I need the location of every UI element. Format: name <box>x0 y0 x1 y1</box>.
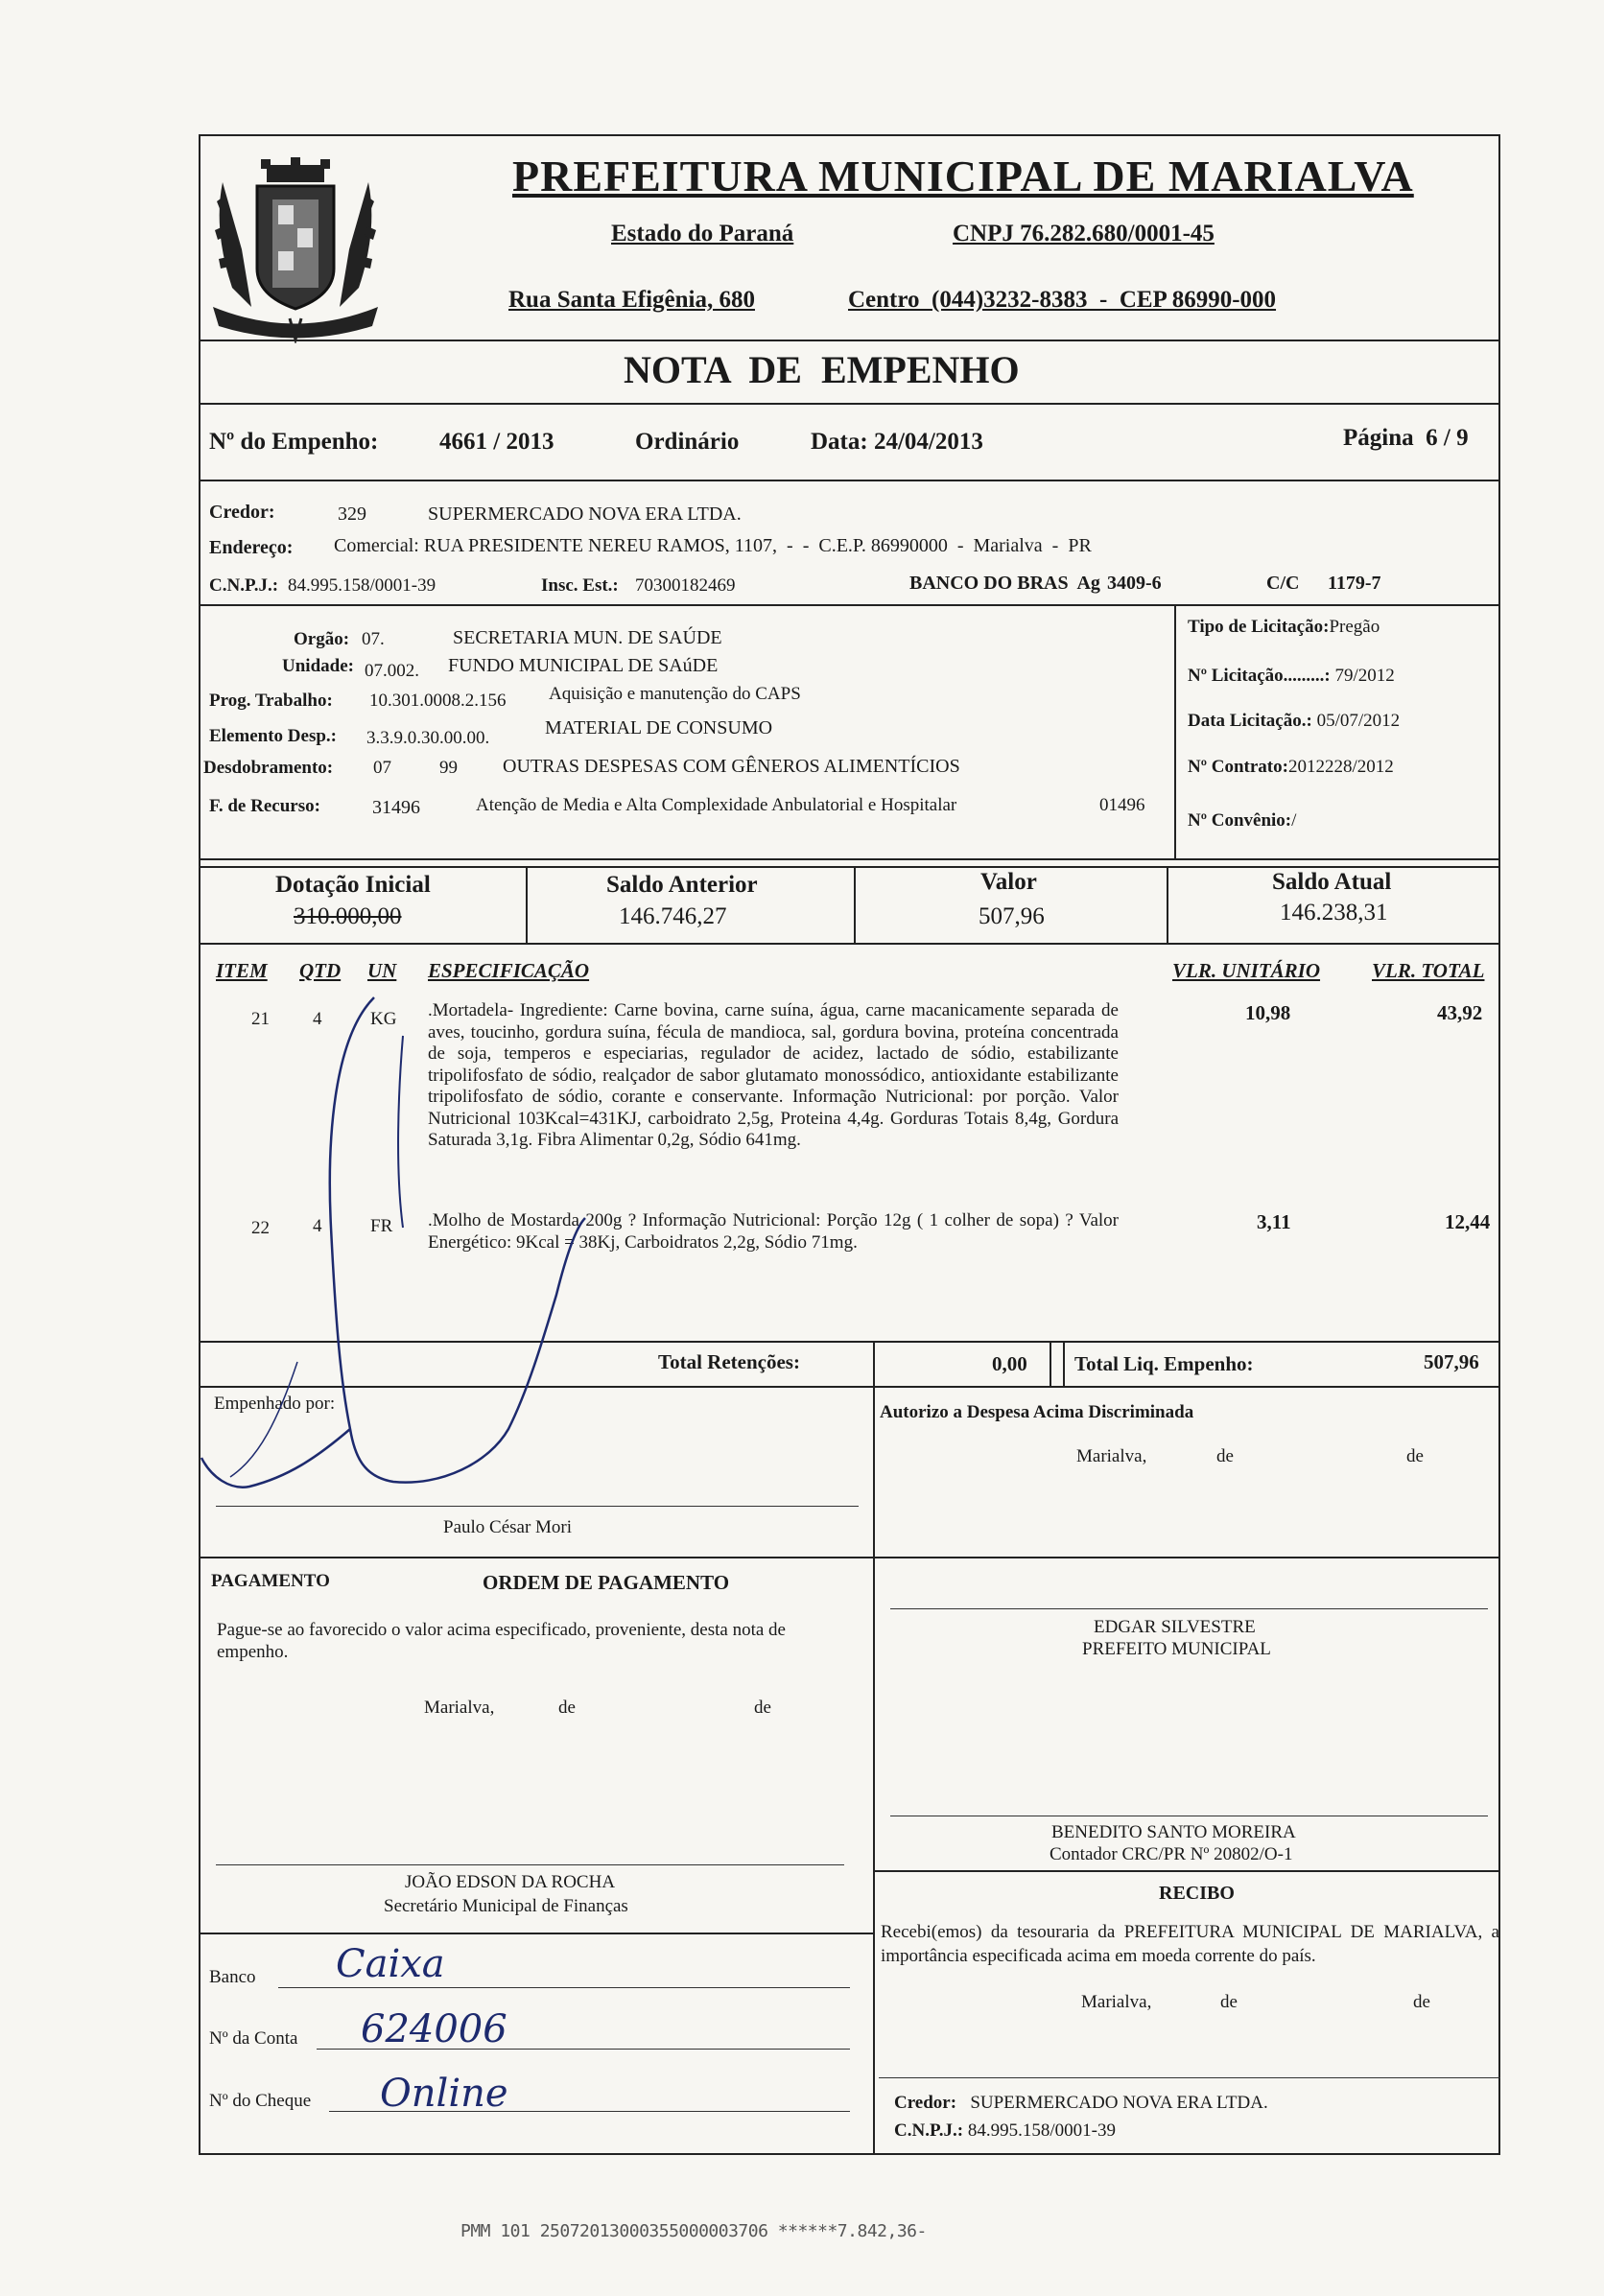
divider <box>199 866 1500 868</box>
empenho-number-label: Nº do Empenho: <box>209 429 379 455</box>
financas-signer-name: JOÃO EDSON DA ROCHA <box>405 1872 616 1892</box>
table-row-total: 43,92 <box>1437 1001 1483 1024</box>
divider <box>199 943 1500 945</box>
empenho-number: 4661 / 2013 <box>439 429 554 455</box>
pagamento-label: PAGAMENTO <box>211 1571 330 1591</box>
divider <box>1174 604 1176 858</box>
saldo-atual-label: Saldo Atual <box>1272 869 1392 895</box>
unidade-name: FUNDO MUNICIPAL DE SAúDE <box>448 655 719 676</box>
recibo-title: RECIBO <box>1159 1883 1235 1904</box>
elemento-label: Elemento Desp.: <box>209 726 337 746</box>
divider <box>199 480 1500 481</box>
page-title: PREFEITURA MUNICIPAL DE MARIALVA <box>512 152 1414 200</box>
licitacao-date-label: Data Licitação.: 05/07/2012 <box>1188 711 1401 731</box>
col-header-total: VLR. TOTAL <box>1372 959 1485 982</box>
table-row-description: .Mortadela- Ingrediente: Carne bovina, carne suína, água, carne macanicamente separada de aves, toucinho, gordura suína, fécula de mandioca, sal, gordura bovina, proteína concentrada de soja, temperos e especiarias, regulador de acidez, lactado de sódio, estabilizante tripolifosfato de sódio, realçador de sabor glutamato monossódico, antioxidante estabilizante tripolifosfato de sódio, corante e conservante. Informação Nutricional: por porção. Valor Nutricional 103Kcal=431KJ, carboidrato 2,5g, Proteina 4,4g. Gorduras Totais 8,4g, Gordura Saturada 3,1g. Fibra Alimentar 0,2g, Sódio 641mg. <box>428 1000 1119 1150</box>
empenho-date: Data: 24/04/2013 <box>811 429 983 455</box>
table-row-item: 21 <box>251 1009 270 1029</box>
autorizo-de-1: de <box>1216 1446 1234 1466</box>
recibo-credor-line <box>894 2093 1268 2114</box>
prefeito-role: PREFEITO MUNICIPAL <box>1082 1639 1271 1659</box>
cc-label: C/C <box>1266 573 1300 594</box>
divider <box>873 1557 875 2155</box>
table-row-un: KG <box>370 1009 397 1029</box>
pagamento-text: Pague-se ao favorecido o valor acima especificado, proveniente, desta nota de empenho. <box>217 1620 786 1662</box>
elemento-code: 3.3.9.0.30.00.00. <box>366 728 490 748</box>
contador-name: BENEDITO SANTO MOREIRA <box>1051 1822 1296 1842</box>
credor-insc: 70300182469 <box>635 575 736 596</box>
divider <box>199 604 1500 606</box>
coat-of-arms-logo <box>203 144 388 343</box>
divider <box>873 1870 1500 1872</box>
banco-line <box>278 1987 850 1988</box>
fonte-code-2: 01496 <box>1099 795 1145 815</box>
table-row-total: 12,44 <box>1445 1210 1491 1233</box>
desdobramento-name: OUTRAS DESPESAS COM GÊNEROS ALIMENTÍCIOS <box>503 756 960 777</box>
document-type-title: NOTA DE EMPENHO <box>624 348 1020 391</box>
insc-label: Insc. Est.: <box>541 575 619 596</box>
ordem-pagamento-label: ORDEM DE PAGAMENTO <box>483 1571 730 1594</box>
empenho-type: Ordinário <box>635 429 740 455</box>
conta-handwritten: 624006 <box>361 2007 507 2051</box>
col-header-item: ITEM <box>216 959 268 982</box>
street-label: Rua Santa Efigênia, 680 <box>508 287 755 313</box>
prog-label: Prog. Trabalho: <box>209 691 333 711</box>
cheque-label: Nº do Cheque <box>209 2091 312 2111</box>
recibo-text: Recebi(emos) da tesouraria da PREFEITURA MUNICIPAL DE MARIALVA, a importância especificada acima em moeda corrente do país. <box>881 1922 1499 1966</box>
footer-code: PMM 101 25072013000355000003706 ******7.842,36- <box>460 2221 927 2241</box>
signature-line <box>216 1864 844 1865</box>
fonte-code: 31496 <box>372 797 420 818</box>
table-row-un: FR <box>370 1216 393 1236</box>
prefeito-name: EDGAR SILVESTRE <box>1094 1617 1256 1637</box>
total-liquido-label: Total Liq. Empenho: <box>1074 1352 1254 1375</box>
pagamento-de-2: de <box>754 1698 771 1718</box>
licitacao-type-label: Tipo de Licitação:Pregão <box>1188 617 1380 637</box>
contador-role: Contador CRC/PR Nº 20802/O-1 <box>1050 1844 1293 1864</box>
handwritten-signature <box>173 978 633 1515</box>
desdobramento-code: 07 <box>373 758 391 778</box>
credor-code: 329 <box>338 504 366 525</box>
table-row-item: 22 <box>251 1218 270 1238</box>
recibo-cnpj-line <box>894 2120 1116 2142</box>
address-label: Endereço: <box>209 537 294 558</box>
total-liquido-value: 507,96 <box>1424 1350 1479 1373</box>
credor-label: Credor: <box>209 502 275 523</box>
total-retencoes-label: Total Retenções: <box>658 1350 800 1373</box>
cheque-handwritten: Online <box>380 2072 508 2116</box>
valor-value: 507,96 <box>979 903 1045 929</box>
divider <box>199 858 1500 860</box>
unidade-code: 07.002. <box>365 661 419 681</box>
fonte-name: Atenção de Media e Alta Complexidade Anbulatorial e Hospitalar <box>476 795 957 815</box>
desdobramento-sub: 99 <box>439 758 458 778</box>
divider <box>199 1933 873 1934</box>
state-label: Estado do Paraná <box>611 221 794 246</box>
unidade-label: Unidade: <box>282 656 354 676</box>
total-retencoes-value: 0,00 <box>992 1352 1027 1375</box>
orgao-name: SECRETARIA MUN. DE SAÚDE <box>453 627 722 648</box>
orgao-label: Orgão: <box>294 629 350 649</box>
saldo-anterior-label: Saldo Anterior <box>606 872 758 898</box>
recibo-de-2: de <box>1413 1992 1430 2012</box>
valor-label: Valor <box>980 869 1037 895</box>
divider <box>1050 1341 1051 1386</box>
signature-line <box>890 1608 1488 1609</box>
credor-name: SUPERMERCADO NOVA ERA LTDA. <box>428 504 742 525</box>
cnpj-field-label: C.N.P.J.: <box>209 575 279 596</box>
saldo-anterior-value: 146.746,27 <box>619 903 727 929</box>
col-header-un: UN <box>367 959 397 982</box>
recibo-cnpj-label: C.N.P.J.: <box>894 2120 964 2141</box>
orgao-code: 07. <box>362 629 385 649</box>
cnpj-label: CNPJ 76.282.680/0001-45 <box>953 221 1215 246</box>
empenhado-label: Empenhado por: <box>214 1394 336 1414</box>
page-number: Página 6 / 9 <box>1343 425 1469 451</box>
divider <box>1063 1341 1065 1386</box>
table-row-qtd: 4 <box>313 1009 322 1029</box>
dotacao-value: 310.000,00 <box>294 903 402 929</box>
pagamento-place: Marialva, <box>424 1698 495 1718</box>
divider <box>854 866 856 943</box>
divider <box>199 340 1500 341</box>
col-header-spec: ESPECIFICAÇÃO <box>428 959 590 982</box>
recibo-de-1: de <box>1220 1992 1238 2012</box>
table-row-unit-price: 10,98 <box>1245 1001 1291 1024</box>
bank-agency: 3409-6 <box>1107 573 1162 594</box>
bank-account: 1179-7 <box>1328 573 1381 594</box>
autorizo-label: Autorizo a Despesa Acima Discriminada <box>880 1402 1194 1422</box>
recibo-credor-label: Credor: <box>894 2093 957 2113</box>
saldo-atual-value: 146.238,31 <box>1280 900 1388 925</box>
divider <box>526 866 528 943</box>
table-row-description: .Molho de Mostarda 200g ? Informação Nutricional: Porção 12g ( 1 colher de sopa) ? Valor Energético: 9Kcal = 38Kj, Carboidratos 2,2g, Sódio 71mg. <box>428 1210 1119 1253</box>
divider <box>873 1386 875 1557</box>
dotacao-label: Dotação Inicial <box>275 872 431 898</box>
licitacao-number-label: Nº Licitação.........: 79/2012 <box>1188 666 1395 686</box>
desdobramento-label: Desdobramento: <box>203 758 334 778</box>
contact-label: Centro (044)3232-8383 - CEP 86990-000 <box>848 287 1277 313</box>
divider <box>873 1341 875 1386</box>
table-row-qtd: 4 <box>313 1216 322 1236</box>
conta-label: Nº da Conta <box>209 2028 298 2049</box>
autorizo-de-2: de <box>1406 1446 1424 1466</box>
empenhado-signer: Paulo César Mori <box>443 1517 573 1537</box>
table-row-unit-price: 3,11 <box>1257 1210 1291 1233</box>
banco-handwritten: Caixa <box>336 1942 445 1986</box>
recibo-cnpj-value: 84.995.158/0001-39 <box>967 2120 1116 2141</box>
col-header-unit-price: VLR. UNITÁRIO <box>1172 959 1321 982</box>
elemento-name: MATERIAL DE CONSUMO <box>545 717 773 738</box>
convenio-label: Nº Convênio:/ <box>1188 810 1297 831</box>
contrato-label: Nº Contrato:2012228/2012 <box>1188 757 1394 777</box>
signature-line <box>879 2077 1500 2078</box>
pagamento-de-1: de <box>558 1698 576 1718</box>
divider <box>1167 866 1168 943</box>
col-header-qtd: QTD <box>299 959 342 982</box>
recibo-credor-name: SUPERMERCADO NOVA ERA LTDA. <box>970 2093 1268 2113</box>
credor-cnpj: 84.995.158/0001-39 <box>288 575 436 596</box>
bank-name: BANCO DO BRAS Ag <box>909 573 1100 594</box>
credor-address: Comercial: RUA PRESIDENTE NEREU RAMOS, 1107, - - C.E.P. 86990000 - Marialva - PR <box>334 535 1092 556</box>
prog-name: Aquisição e manutenção do CAPS <box>549 684 801 704</box>
banco-label: Banco <box>209 1967 256 1987</box>
divider <box>199 1557 1500 1558</box>
autorizo-place: Marialva, <box>1076 1446 1147 1466</box>
prog-code: 10.301.0008.2.156 <box>369 691 507 711</box>
fonte-label: F. de Recurso: <box>209 796 320 816</box>
financas-signer-role: Secretário Municipal de Finanças <box>384 1896 628 1916</box>
divider <box>199 403 1500 405</box>
recibo-place: Marialva, <box>1081 1992 1152 2012</box>
